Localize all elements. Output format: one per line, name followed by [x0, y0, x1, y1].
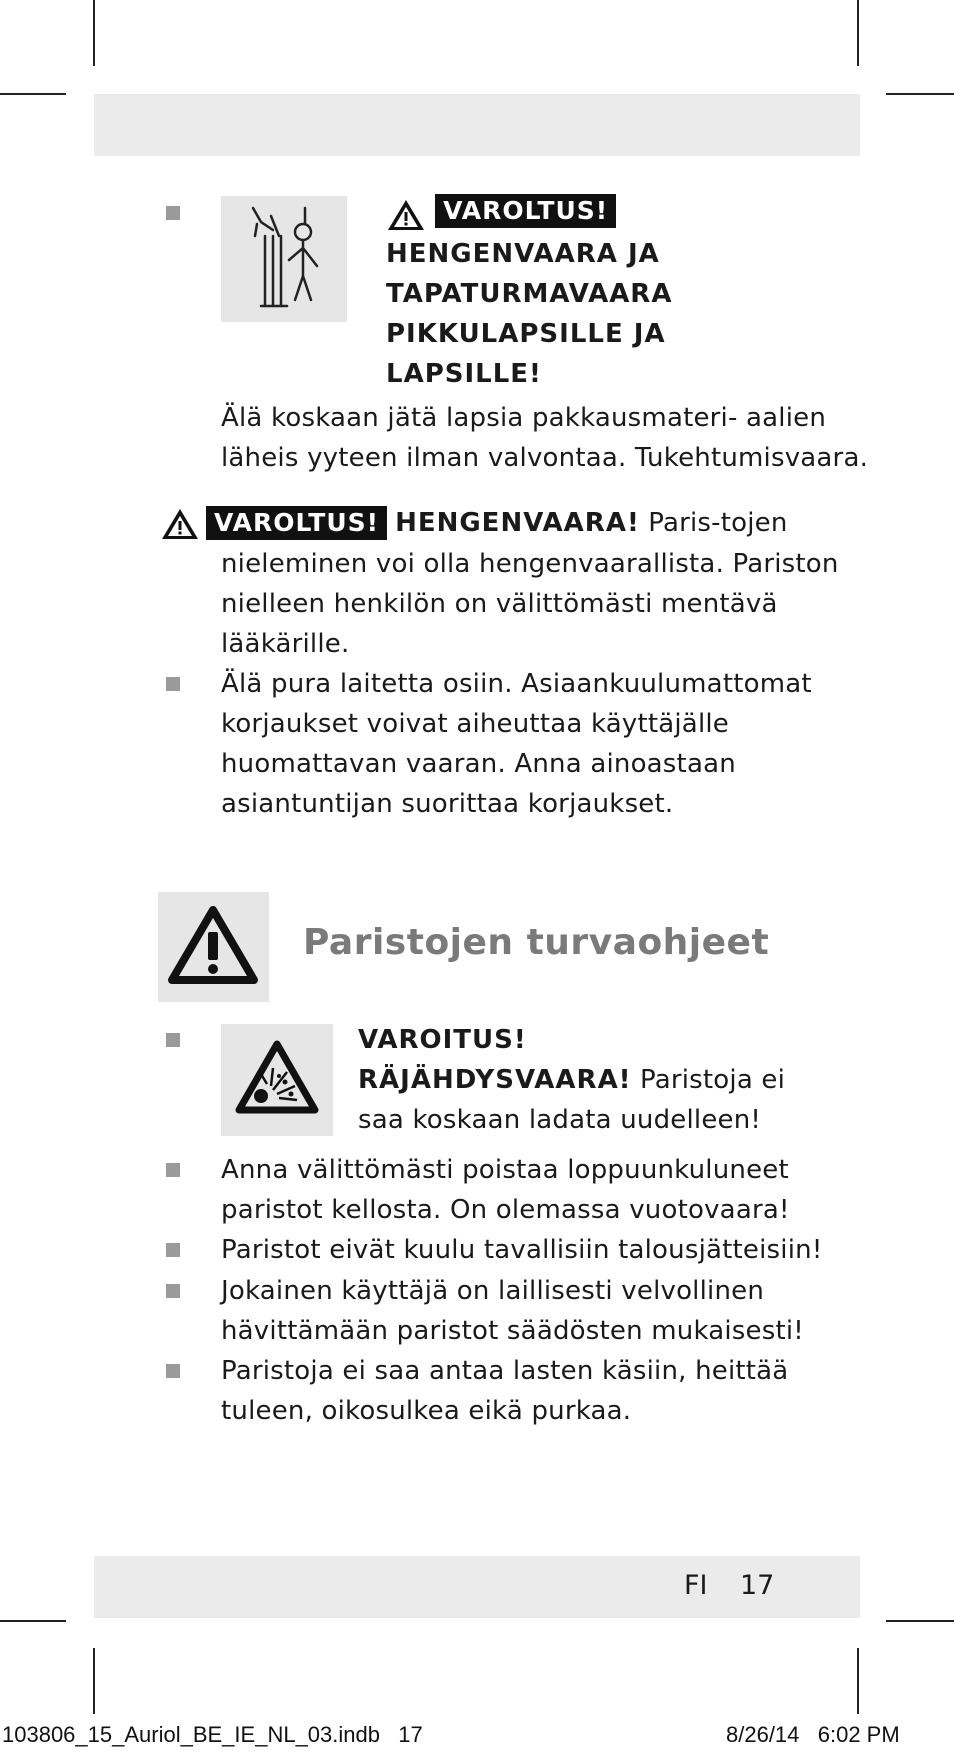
text-line: Paristot eivät kuulu tavallisiin talousjätteisiin!	[221, 1235, 823, 1265]
warning-heading-line: VAROITUS!	[358, 1025, 527, 1055]
bullet-square	[166, 677, 180, 691]
page-number: 17	[740, 1570, 775, 1601]
header-band	[94, 94, 860, 156]
section-warning-box	[158, 892, 269, 1002]
bullet-square	[166, 1033, 180, 1047]
list-item	[221, 1150, 790, 1230]
text-line: läheis yyteen ilman valvontaa. Tukehtumisvaara.	[221, 443, 869, 473]
warning-triangle-icon	[158, 892, 269, 1002]
warning-tag: VAROLTUS!	[435, 194, 616, 228]
list-item	[221, 1271, 804, 1351]
warning-tag: VAROLTUS!	[206, 506, 387, 540]
text-line: hävittämään paristot säädösten mukaisesti!	[221, 1316, 804, 1346]
text-line: Paristoja ei saa antaa lasten käsiin, heittää	[221, 1356, 789, 1386]
crop-mark	[886, 1620, 954, 1622]
text-line: Älä pura laitetta osiin. Asiaankuulumattomat	[221, 669, 812, 699]
battery-swallow-body	[221, 544, 839, 664]
warning-triangle-icon	[160, 507, 200, 541]
text-line: Anna välittömästi poistaa loppuunkuluneet	[221, 1155, 789, 1185]
text-line: tuleen, oikosulkea eikä purkaa.	[221, 1396, 632, 1426]
explosion-warning-text	[358, 1020, 785, 1140]
section-title: Paristojen turvaohjeet	[303, 922, 770, 963]
crop-mark	[886, 93, 954, 95]
warning-heading-line: HENGENVAARA JA	[386, 239, 660, 269]
repair-warning	[221, 664, 812, 824]
list-item	[221, 1351, 788, 1431]
slug-filename: 103806_15_Auriol_BE_IE_NL_03.indb 17	[2, 1722, 423, 1747]
warning-heading-line: LAPSILLE!	[386, 359, 542, 389]
explosive-icon	[221, 1024, 333, 1136]
text-line: lääkärille.	[221, 629, 350, 659]
bullet-square	[166, 1243, 180, 1257]
text-line: Jokainen käyttäjä on laillisesti velvollinen	[221, 1276, 765, 1306]
text-line: korjaukset voivat aiheuttaa käyttäjälle	[221, 709, 729, 739]
language-code: FI	[684, 1570, 708, 1601]
footer-band	[94, 1556, 860, 1618]
crop-mark	[93, 0, 95, 66]
bullet-square	[166, 206, 180, 220]
battery-swallow-warning	[160, 503, 788, 543]
warning-triangle-icon	[386, 198, 426, 232]
text-line: asiantuntijan suorittaa korjaukset.	[221, 789, 674, 819]
warning-heading-line: PIKKULAPSILLE JA	[386, 319, 666, 349]
hazard-label: RÄJÄHDYSVAARA!	[358, 1065, 632, 1095]
text-line: nielleen henkilön on välittömästi mentävä	[221, 589, 778, 619]
bullet-square	[166, 1364, 180, 1378]
text-line: Älä koskaan jätä lapsia pakkausmateri- aalien	[221, 403, 827, 433]
text-line: paristot kellosta. On olemassa vuotovaara!	[221, 1195, 790, 1225]
list-item	[221, 1230, 822, 1270]
crop-mark	[857, 1648, 859, 1714]
bullet-square	[166, 1284, 180, 1298]
warning-heading-line: TAPATURMAVAARA	[386, 279, 673, 309]
text-fragment: Paristoja ei	[631, 1065, 786, 1095]
child-curtain-icon	[221, 196, 347, 322]
text-line: nieleminen voi olla hengenvaarallista. Pariston	[221, 549, 839, 579]
crop-mark	[857, 0, 859, 66]
text-line: huomattavan vaaran. Anna ainoastaan	[221, 749, 736, 779]
bullet-square	[166, 1163, 180, 1177]
crop-mark	[0, 1620, 66, 1622]
warning-body	[221, 398, 868, 478]
text-fragment: Paris-tojen	[639, 508, 788, 538]
hazard-label: HENGENVAARA!	[395, 508, 640, 538]
slug-date: 8/26/14 6:02 PM	[726, 1722, 900, 1747]
text-line: saa koskaan ladata uudelleen!	[358, 1105, 762, 1135]
crop-mark	[0, 93, 66, 95]
warning-heading-block	[386, 194, 672, 394]
explosion-pictogram	[221, 1024, 333, 1136]
child-hazard-pictogram	[221, 196, 347, 322]
crop-mark	[93, 1648, 95, 1714]
